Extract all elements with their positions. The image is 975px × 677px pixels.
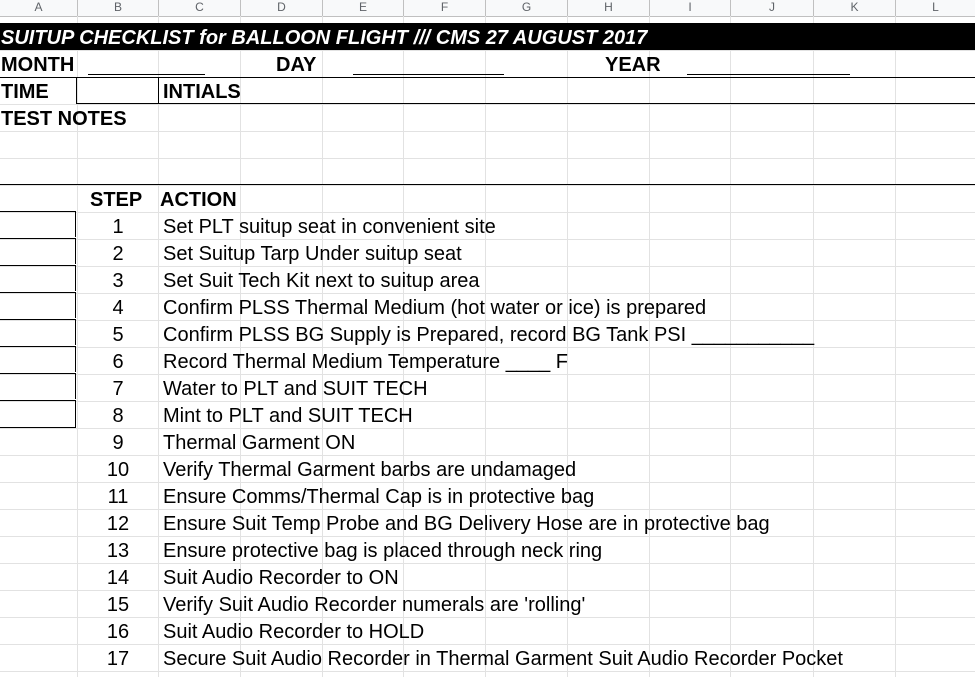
step-number: 11 [107,486,129,508]
grid-line [0,320,975,321]
column-header-e[interactable]: E [323,0,404,16]
step-number: 17 [106,648,130,670]
grid-line [0,617,975,618]
step-action: Set PLT suitup seat in convenient site [163,216,496,238]
step-action: Ensure Comms/Thermal Cap is in protective bag [163,486,595,508]
grid-line [0,50,975,51]
time-label: TIME [1,81,49,103]
grid-line [0,671,975,672]
step-action: Suit Audio Recorder to HOLD [163,621,425,643]
step-action: Confirm PLSS BG Supply is Prepared, record BG Tank PSI ___________ [163,324,815,346]
column-header-d[interactable]: D [241,0,323,16]
column-header-f[interactable]: F [404,0,486,16]
step-action: Thermal Garment ON [163,432,356,454]
grid-line [0,455,975,456]
grid-line [0,293,975,294]
step-number: 1 [112,216,124,238]
step-action: Set Suit Tech Kit next to suitup area [163,270,480,292]
step-action: Verify Suit Audio Recorder numerals are 'rolling' [163,594,586,616]
step-number: 6 [112,351,124,373]
action-header: ACTION [160,189,237,211]
column-header-k[interactable]: K [814,0,896,16]
step-action: Set Suitup Tarp Under suitup seat [163,243,462,265]
step-action: Ensure protective bag is placed through neck ring [163,540,603,562]
column-header-j[interactable]: J [731,0,814,16]
step-check-cell[interactable] [0,373,76,399]
time-cell-border [158,77,159,104]
column-header-c[interactable]: C [159,0,241,16]
grid-line [0,374,975,375]
grid-line [0,482,975,483]
grid-line [0,644,975,645]
column-header-a[interactable]: A [0,0,78,16]
time-row-bottom-border [76,103,975,104]
step-number: 4 [112,297,124,319]
step-number: 14 [106,567,130,589]
step-number: 9 [112,432,124,454]
step-action: Mint to PLT and SUIT TECH [163,405,413,427]
time-cell-border [76,77,77,104]
step-number: 2 [112,243,124,265]
column-header-b[interactable]: B [78,0,159,16]
month-label: MONTH [1,54,75,76]
step-number: 10 [106,459,130,481]
step-number: 12 [106,513,130,535]
step-action: Ensure Suit Temp Probe and BG Delivery Hose are in protective bag [163,513,770,535]
grid-line [0,401,975,402]
grid-line [0,563,975,564]
steps-top-border [0,184,975,185]
step-check-cell[interactable] [0,292,76,318]
column-header-row [0,0,975,17]
grid-line [0,536,975,537]
grid-line [0,104,975,105]
column-header-h[interactable]: H [568,0,650,16]
step-number: 3 [112,270,124,292]
column-header-l[interactable]: L [932,0,939,14]
step-number: 13 [106,540,130,562]
month-blank[interactable] [88,74,205,75]
time-row-top-border [0,77,975,78]
column-header-g[interactable]: G [486,0,568,16]
grid-line [0,212,975,213]
step-number: 15 [106,594,130,616]
step-header: STEP [90,189,143,211]
year-blank[interactable] [687,74,850,75]
grid-line [0,428,975,429]
step-number: 16 [106,621,130,643]
grid-line [0,131,975,132]
step-action: Record Thermal Medium Temperature ____ F [163,351,568,373]
step-action: Suit Audio Recorder to ON [163,567,399,589]
step-action: Confirm PLSS Thermal Medium (hot water or ice) is prepared [163,297,707,319]
step-check-cell[interactable] [0,211,76,237]
grid-line [0,266,975,267]
step-check-cell[interactable] [0,265,76,291]
step-check-cell[interactable] [0,400,76,428]
grid-line [0,509,975,510]
day-blank[interactable] [353,74,504,75]
grid-line [0,590,975,591]
step-action: Verify Thermal Garment barbs are undamaged [163,459,577,481]
column-header-i[interactable]: I [650,0,731,16]
day-label: DAY [276,54,317,76]
step-action: Water to PLT and SUIT TECH [163,378,428,400]
step-number: 8 [112,405,124,427]
test-notes-label: TEST NOTES [1,108,127,130]
grid-line [0,239,975,240]
year-label: YEAR [605,54,661,76]
step-check-cell[interactable] [0,238,76,264]
checklist-title: SUITUP CHECKLIST for BALLOON FLIGHT /// CMS 27 AUGUST 2017 [1,27,648,49]
step-check-cell[interactable] [0,346,76,372]
step-number: 5 [112,324,124,346]
grid-line [0,158,975,159]
step-action: Secure Suit Audio Recorder in Thermal Garment Suit Audio Recorder Pocket [163,648,843,670]
step-number: 7 [112,378,124,400]
grid-line [0,347,975,348]
step-check-cell[interactable] [0,319,76,345]
initials-label: INTIALS [163,81,241,103]
grid-line [0,185,975,186]
